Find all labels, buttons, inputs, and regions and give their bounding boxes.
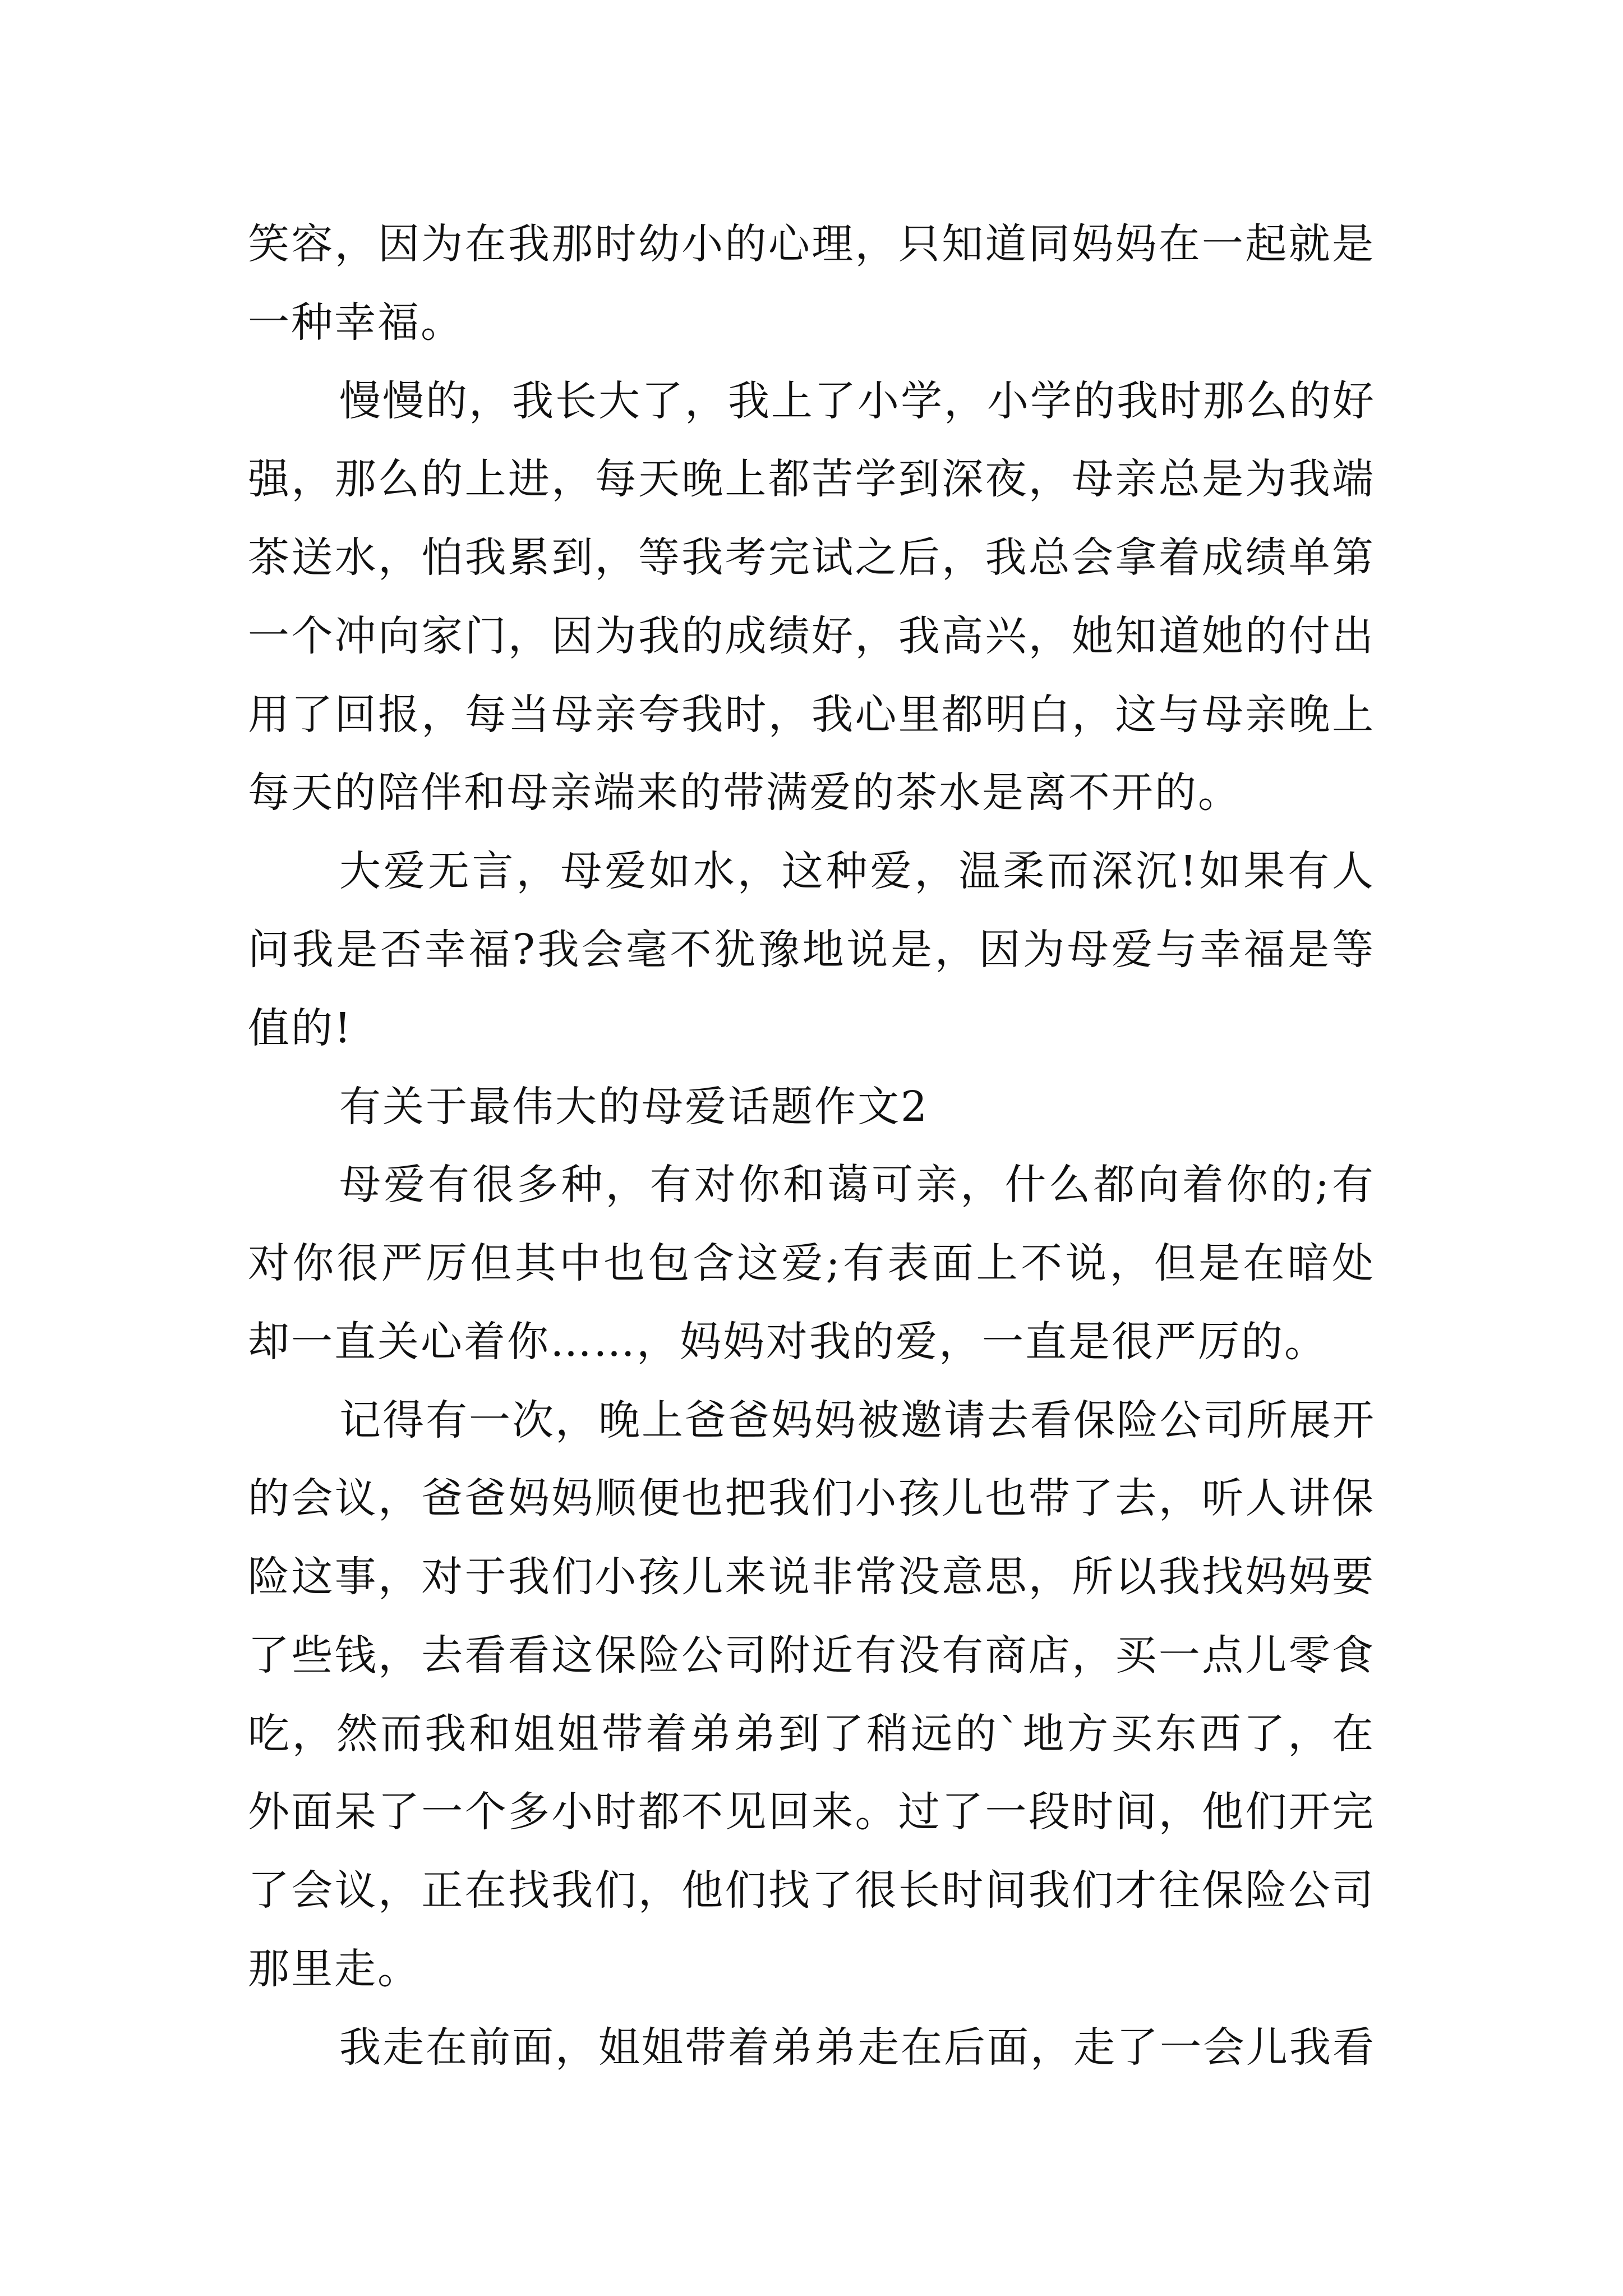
text-line: 险这事，对于我们小孩儿来说非常没意思，所以我找妈妈要 xyxy=(248,1553,1375,1601)
text-line: 了些钱，去看看这保险公司附近有没有商店，买一点儿零食 xyxy=(248,1631,1375,1680)
text-line: 却一直关心着你……，妈妈对我的爱，一直是很严厉的。 xyxy=(248,1318,1327,1366)
text-line: 外面呆了一个多小时都不见回来。过了一段时间，他们开完 xyxy=(248,1788,1375,1836)
text-line: 记得有一次，晚上爸爸妈妈被邀请去看保险公司所展开 xyxy=(339,1396,1376,1444)
text-line: 那里走。 xyxy=(248,1945,421,1993)
text-line: 慢慢的，我长大了，我上了小学，小学的我时那么的好 xyxy=(339,377,1376,425)
text-line: 一种幸福。 xyxy=(248,298,464,347)
text-line: 母爱有很多种，有对你和蔼可亲，什么都向着你的;有 xyxy=(339,1161,1375,1209)
text-line: 的会议，爸爸妈妈顺便也把我们小孩儿也带了去，听人讲保 xyxy=(248,1474,1375,1522)
text-line: 我走在前面，姐姐带着弟弟走在后面，走了一会儿我看 xyxy=(339,2023,1376,2072)
essay-title: 有关于最伟大的母爱话题作文2 xyxy=(339,1083,929,1131)
text-line: 每天的陪伴和母亲端来的带满爱的茶水是离不开的。 xyxy=(248,769,1241,817)
text-line: 问我是否幸福?我会毫不犹豫地说是，因为母爱与幸福是等 xyxy=(248,926,1375,974)
text-line: 一个冲向家门，因为我的成绩好，我高兴，她知道她的付出 xyxy=(248,612,1375,660)
text-line: 吃，然而我和姐姐带着弟弟到了稍远的`地方买东西了，在 xyxy=(248,1710,1375,1758)
text-line: 大爱无言，母爱如水，这种爱，温柔而深沉!如果有人 xyxy=(339,847,1375,895)
text-line: 值的! xyxy=(248,1004,353,1052)
text-line: 笑容，因为在我那时幼小的心理，只知道同妈妈在一起就是 xyxy=(248,220,1375,268)
text-line: 茶送水，怕我累到，等我考完试之后，我总会拿着成绩单第 xyxy=(248,533,1375,582)
text-line: 对你很严厉但其中也包含这爱;有表面上不说，但是在暗处 xyxy=(248,1239,1375,1287)
text-line: 了会议，正在找我们，他们找了很长时间我们才往保险公司 xyxy=(248,1866,1375,1915)
text-line: 强，那么的上进，每天晚上都苦学到深夜，母亲总是为我端 xyxy=(248,455,1375,503)
text-line: 用了回报，每当母亲夸我时，我心里都明白，这与母亲晚上 xyxy=(248,691,1375,739)
